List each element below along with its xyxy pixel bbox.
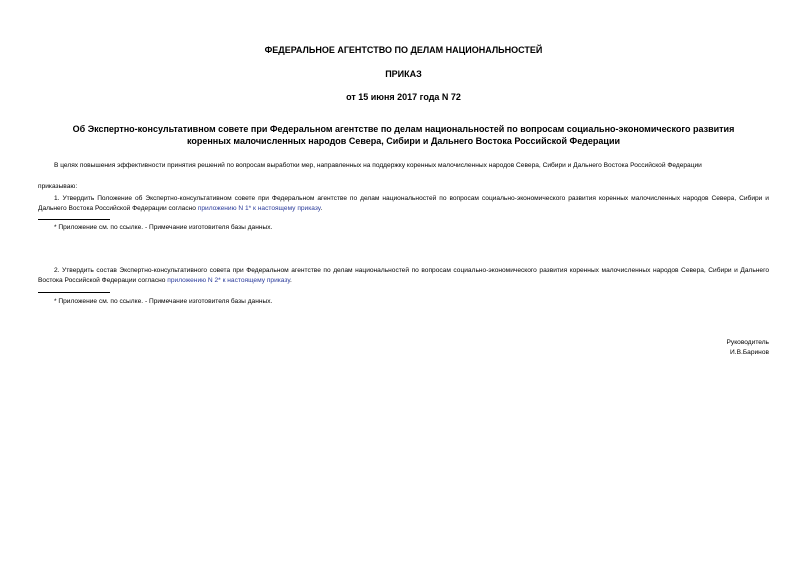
- preamble-paragraph: В целях повышения эффективности принятия решений по вопросам выработки мер, направленных на поддержку коренных малочисленных народов Севера, Сибири и Дальнего Востока Российской Федерации: [54, 162, 702, 169]
- signatory-role: Руководитель: [726, 339, 769, 346]
- order-item-2: [38, 266, 769, 286]
- order-item-2-end: .: [289, 277, 292, 284]
- order-item-1: [38, 194, 769, 214]
- order-item-2-text: 2. Утвердить состав Экспертно-консультативного совета при Федеральном агентстве по делам национальностей по вопросам социально-экономического развития коренных малочисленных народов Севера, Сибири и Дальнего Востока Российской Федерации согласно: [38, 267, 769, 284]
- document-date: от 15 июня 2017 года N 72: [346, 92, 461, 102]
- signatory-name: И.В.Баринов: [730, 349, 769, 356]
- footnote-1: * Приложение см. по ссылке. - Примечание изготовителя базы данных.: [54, 224, 273, 231]
- order-word: приказываю:: [38, 183, 78, 190]
- order-item-1-text: 1. Утвердить Положение об Экспертно-консультативном совете при Федеральном агентстве по делам национальностей по вопросам социально-экономического развития коренных малочисленных народов Севера, Сибири и Дальнего Востока Российской Федерации согласно: [38, 195, 769, 212]
- order-item-1-end: .: [320, 205, 323, 212]
- footnote-divider-2: [38, 292, 110, 293]
- footnote-divider-1: [38, 219, 110, 220]
- appendix-1-link[interactable]: приложению N 1* к настоящему приказу: [197, 205, 321, 212]
- document-type-heading: ПРИКАЗ: [385, 69, 422, 79]
- appendix-2-link[interactable]: приложению N 2* к настоящему приказу: [167, 277, 290, 284]
- document-title: Об Экспертно-консультативном совете при Федеральном агентстве по делам национальностей по вопросам социально-экономического развития коренных малочисленных народов Севера, Сибири и Дальнего Востока Российской Федерации: [72, 124, 735, 146]
- footnote-2: * Приложение см. по ссылке. - Примечание изготовителя базы данных.: [54, 298, 273, 305]
- agency-heading: ФЕДЕРАЛЬНОЕ АГЕНТСТВО ПО ДЕЛАМ НАЦИОНАЛЬНОСТЕЙ: [264, 45, 543, 55]
